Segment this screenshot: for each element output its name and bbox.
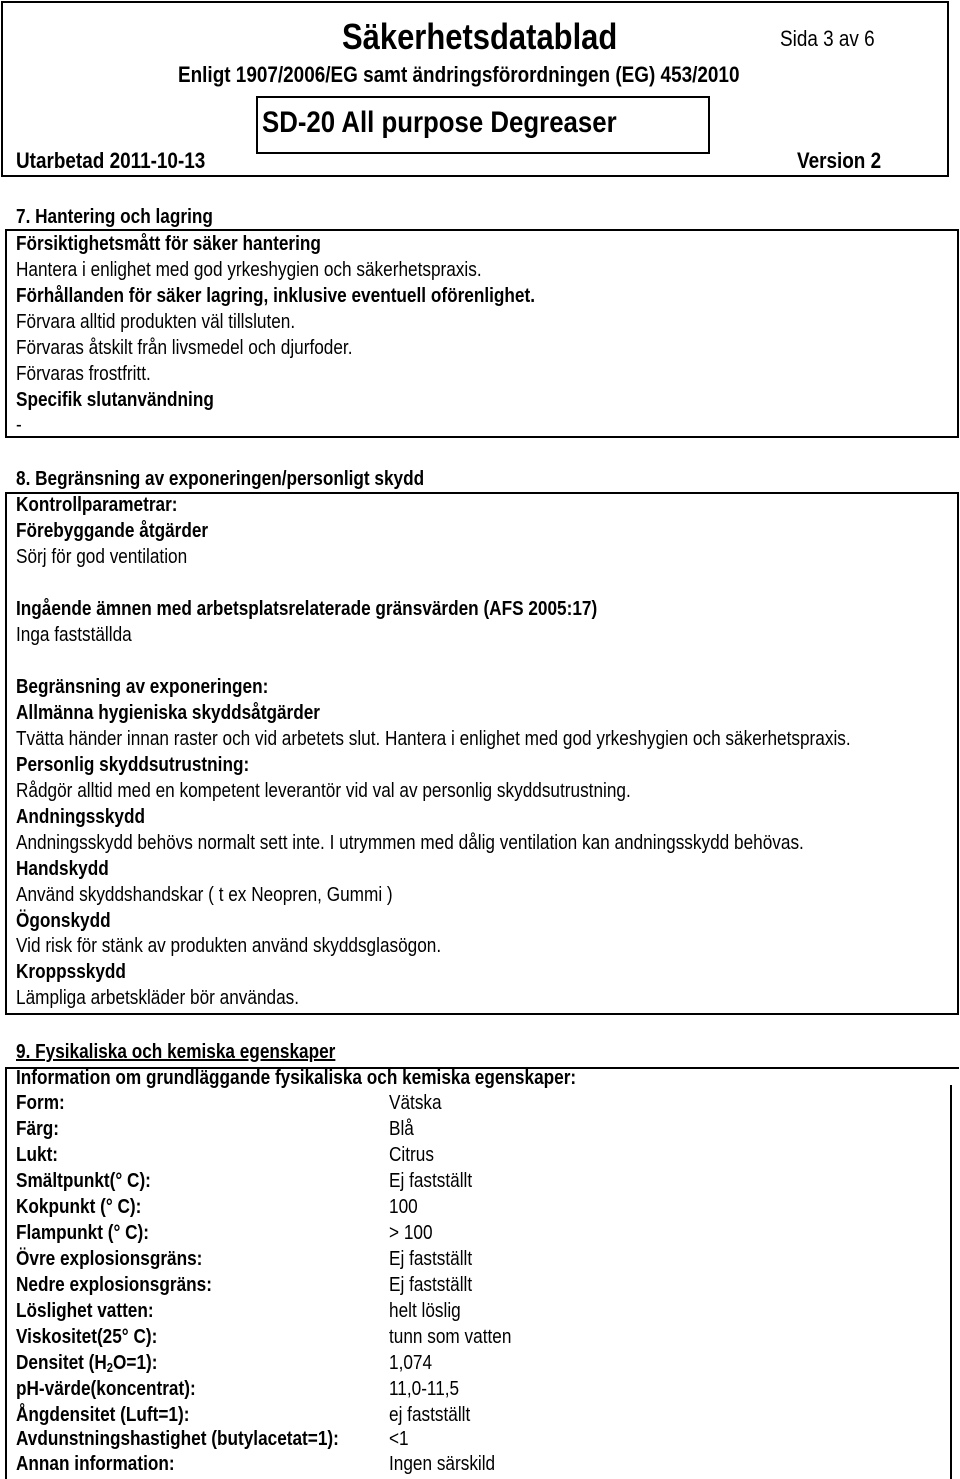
property-label: Löslighet vatten: [16,1300,154,1322]
property-value: Blå [389,1118,414,1140]
document-title: Säkerhetsdatablad [342,16,618,57]
property-value: Citrus [389,1144,434,1166]
property-label: Nedre explosionsgräns: [16,1274,212,1296]
storage-heading: Förhållanden för säker lagring, inklusive eventuell oförenlighet. [16,285,535,307]
preventive-text: Sörj för god ventilation [16,546,188,568]
respiratory-text: Andningsskydd behövs normalt sett inte. I utrymmen med dålig ventilation kan andningsskydd behövas. [16,832,804,854]
ppe-text: Rådgör alltid med en kompetent leverantör vid val av personlig skyddsutrustning. [16,780,631,802]
property-label: Form: [16,1092,65,1114]
hygiene-heading: Allmänna hygieniska skyddsåtgärder [16,702,320,724]
storage-line: Förvaras frostfritt. [16,363,151,385]
property-value: <1 [389,1428,409,1450]
prepared-date: Utarbetad 2011-10-13 [16,148,206,173]
product-name: SD-20 All purpose Degreaser [262,106,617,139]
property-value: 100 [389,1196,418,1218]
body-text: Lämpliga arbetskläder bör användas. [16,987,300,1009]
property-value: tunn som vatten [389,1326,512,1348]
hand-text: Använd skyddshandskar ( t ex Neopren, Gummi ) [16,884,393,906]
body-heading: Kroppsskydd [16,961,126,983]
property-value: Ingen särskild [389,1453,496,1475]
property-label: pH-värde(koncentrat): [16,1378,196,1400]
page-number: Sida 3 av 6 [780,26,875,51]
storage-line: Förvaras åtskilt från livsmedel och djurfoder. [16,337,353,359]
ppe-heading: Personlig skyddsutrustning: [16,754,250,776]
property-label: Avdunstningshastighet (butylacetat=1): [16,1428,339,1450]
limits-heading: Ingående ämnen med arbetsplatsrelaterade gränsvärden (AFS 2005:17) [16,598,598,620]
hand-heading: Handskydd [16,858,109,880]
property-label: Viskositet(25° C): [16,1326,158,1348]
control-parameters-heading: Kontrollparametrar: [16,494,178,516]
property-value: ej fastställt [389,1404,471,1426]
eye-text: Vid risk för stänk av produkten använd skyddsglasögon. [16,935,442,957]
safe-handling-heading: Försiktighetsmått för säker hantering [16,233,321,255]
property-label: Övre explosionsgräns: [16,1248,203,1270]
properties-info-heading: Information om grundläggande fysikaliska och kemiska egenskaper: [16,1067,577,1089]
safe-handling-text: Hantera i enlighet med god yrkeshygien och säkerhetspraxis. [16,259,482,281]
exposure-heading: Begränsning av exponeringen: [16,676,269,698]
property-value: Ej fastställt [389,1248,473,1270]
property-value: 1,074 [389,1352,433,1374]
property-value: Vätska [389,1092,442,1114]
property-label: Ångdensitet (Luft=1): [16,1404,190,1426]
property-label: Lukt: [16,1144,59,1166]
end-use-heading: Specifik slutanvändning [16,389,214,411]
preventive-heading: Förebyggande åtgärder [16,520,209,542]
storage-line: Förvara alltid produkten väl tillsluten. [16,311,296,333]
limits-text: Inga fastställda [16,624,132,646]
regulation-text: Enligt 1907/2006/EG samt ändringsförordningen (EG) 453/2010 [178,62,740,87]
section-9-right-border [950,1085,952,1479]
property-value: helt löslig [389,1300,461,1322]
property-value: 11,0-11,5 [389,1378,460,1400]
property-label: Kokpunkt (° C): [16,1196,142,1218]
section-8-heading: 8. Begränsning av exponeringen/personligt skydd [16,468,425,490]
version-label: Version 2 [797,148,882,173]
end-use-text: - [16,414,22,436]
property-value: > 100 [389,1222,433,1244]
property-label: Färg: [16,1118,59,1140]
eye-heading: Ögonskydd [16,910,111,932]
hygiene-text: Tvätta händer innan raster och vid arbetets slut. Hantera i enlighet med god yrkeshygien och säkerhetspraxis. [16,728,851,750]
property-label: Smältpunkt(° C): [16,1170,151,1192]
property-label: Flampunkt (° C): [16,1222,150,1244]
property-label: Annan information: [16,1453,175,1475]
respiratory-heading: Andningsskydd [16,806,146,828]
section-7-heading: 7. Hantering och lagring [16,206,213,228]
section-9-heading: 9. Fysikaliska och kemiska egenskaper [16,1041,336,1063]
property-value: Ej fastställt [389,1170,473,1192]
property-value: Ej fastställt [389,1274,473,1296]
property-label: Densitet $(H_2O=1)$: [16,1352,158,1375]
